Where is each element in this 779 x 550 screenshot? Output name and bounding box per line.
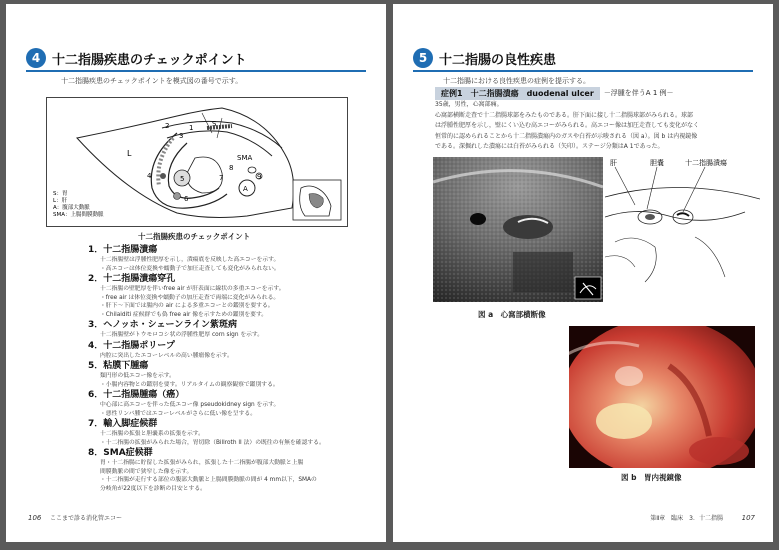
duodenum-schematic-figure [46,97,348,227]
checkpoint-line: 胃・十二指腸に貯留した拡張がみられ，拡張した十二指腸が腹部大動脈と上腸 [100,460,304,466]
svg-text:7: 7 [219,174,224,182]
probe-position-icon [575,277,601,299]
case-subtitle: －浮腫を伴うA 1 例－ [603,89,674,97]
checkpoint-title: 2．十二指腸潰瘍穿孔 [88,274,176,284]
case-line: 恒常的に認められることから十二指腸潰瘍内のガスや白苔が示唆される（図 a）。図 b は内視鏡像 [435,132,698,140]
svg-text:3: 3 [179,132,184,140]
svg-text:SMA：上腸間膜動脈: SMA：上腸間膜動脈 [53,212,104,218]
svg-text:S: S [212,120,217,128]
svg-text:SMA: SMA [237,154,253,162]
svg-text:A: A [243,185,248,193]
running-head: ここまで診る消化管エコー [50,515,123,522]
svg-text:肝: 肝 [610,159,617,167]
svg-text:A：腹部大動脈: A：腹部大動脈 [53,205,90,211]
endoscopy-image [569,326,755,468]
ultrasound-image [433,157,603,302]
checkpoint-line: 十二指腸の壁肥厚を伴いfree air が肝表面に線状の多重エコーを示す。 [100,286,285,292]
figure-a-caption: 図 a 心窩部横断像 [478,310,546,319]
ulcer-white-coat [596,403,652,439]
checkpoint-line: 十二指腸の拡張と胆嚢系の拡張を示す。 [100,431,204,437]
case-line: 心窩部横断走査で十二指腸球部をみたものである。肝下面に接し十二指腸球部がみられる。球部 [435,111,694,119]
checkpoint-title: 7．輸入脚症候群 [88,419,158,429]
figure-caption: 十二指腸疾患のチェックポイント [138,232,251,241]
checkpoint-line: ・肝下～下面では腸内の air による多重エコーとの鑑別を要する。 [100,303,274,309]
checkpoint-title: 1．十二指腸潰瘍 [88,245,158,255]
checkpoint-line: ・悪性リンパ腫ではエコーレベルがさらに低い像を呈する。 [100,410,256,417]
section-header-5 [413,46,556,70]
checkpoint-line: ・Chilaiditi 症候群でも偽 free air 像を示すための鑑別を要す。 [100,311,268,318]
right-page [393,4,773,542]
case-label: 症例1 十二指腸潰瘍 duodenal ulcer [435,87,600,100]
checkpoint-title: 3．ヘノッホ・シェーンライン紫斑病 [88,320,238,330]
checkpoint-title: 4．十二指腸ポリープ [88,340,175,351]
section-rule [413,70,753,72]
svg-text:4: 4 [147,172,152,180]
left-page [6,4,386,542]
svg-text:8: 8 [229,164,234,172]
case-description [435,100,755,153]
svg-text:L：肝: L：肝 [53,198,68,204]
section-title: 十二指腸疾患のチェックポイント [52,52,247,68]
checkpoint-line: 間膜動脈の間で狭窄した像を示す。 [100,468,193,475]
case-line: は浮腫性肥厚を示し，壁にくい込む高エコーがみられる。高エコー像は加圧走査しても変化がなく [435,122,700,129]
checkpoint-list [88,244,378,493]
svg-text:十二指腸潰瘍: 十二指腸潰瘍 [685,159,727,167]
checkpoint-line: 十二指腸壁がトウモロコシ状の浮腫性肥厚 corn sign を示す。 [100,332,264,338]
checkpoint-line: 分岐角が22度以下を診断の目安とする。 [100,485,206,492]
checkpoint-title: 6．十二指腸腫瘍（癌） [88,390,185,400]
schematic-svg [47,98,347,226]
checkpoint-title: 5．粘膜下腫瘍 [88,361,149,371]
svg-text:2: 2 [165,122,170,130]
figure-b-caption: 図 b 胃内視鏡像 [621,473,682,482]
checkpoint-line: ・高エコーは体位変換や蠕動子で加圧走査しても変化がみられない。 [100,265,280,272]
svg-text:5: 5 [180,175,185,183]
page-number: 106 [28,514,42,522]
checkpoint-title: 8．SMA症候群 [88,448,153,458]
svg-text:9: 9 [257,173,262,181]
checkpoint-line: ・小腸内容物との鑑別を要す。リアルタイムの観察観察で鑑別する。 [100,381,279,388]
svg-text:S：胃: S：胃 [53,191,68,197]
page-number: 107 [741,514,755,522]
section-number: 5 [413,48,433,68]
svg-text:1: 1 [189,124,194,132]
ultrasound-schematic [605,157,760,297]
intro-text: 十二指腸疾患のチェックポイントを模式図の番号で示す。 [61,77,243,85]
section-title: 十二指腸の良性疾患 [439,52,557,68]
section-number: 4 [26,48,46,68]
svg-text:L: L [127,149,132,158]
svg-text:6: 6 [184,195,189,203]
case-line: 35歳，男性，心窩部痛。 [435,101,503,108]
case-line: である。深掘れした潰瘍には白苔がみられる（矢印）。ステージ分類はA 1であった。 [435,143,664,150]
svg-text:胆嚢: 胆嚢 [650,159,664,167]
case-header [435,87,674,99]
intro-text: 十二指腸における良性疾患の症例を提示する。 [443,77,590,85]
section-header-4 [26,46,247,70]
checkpoint-line: ・十二指腸が走行する部位の腹部大動脈と上腸間膜動脈の間が 4 mm以下，SMAの [100,477,317,483]
checkpoint-line: 十二指腸壁は浮腫性肥厚を示し，潰瘍底を反映した高エコーを示す。 [100,257,280,263]
checkpoint-line: ・十二指腸の拡張がみられた場合，胃切除（Billroth II 法）の既往の有無を確認する。 [100,439,325,446]
checkpoint-line: 類円形の低エコー像を示す。 [100,373,175,379]
checkpoint-line: 内腔に突出したエコーレベルの高い腫瘤像を示す。 [100,352,233,359]
checkpoint-line: 中心部に高エコーを伴った低エコー像 pseudokidney sign を示す。 [100,402,280,408]
section-rule [26,70,366,72]
running-head: 第Ⅱ章 臨床 3．十二指腸 [650,515,723,522]
checkpoint-line: ・free air は体位変換や蠕動子の加圧走査で両端に変化がみられる。 [100,294,280,301]
